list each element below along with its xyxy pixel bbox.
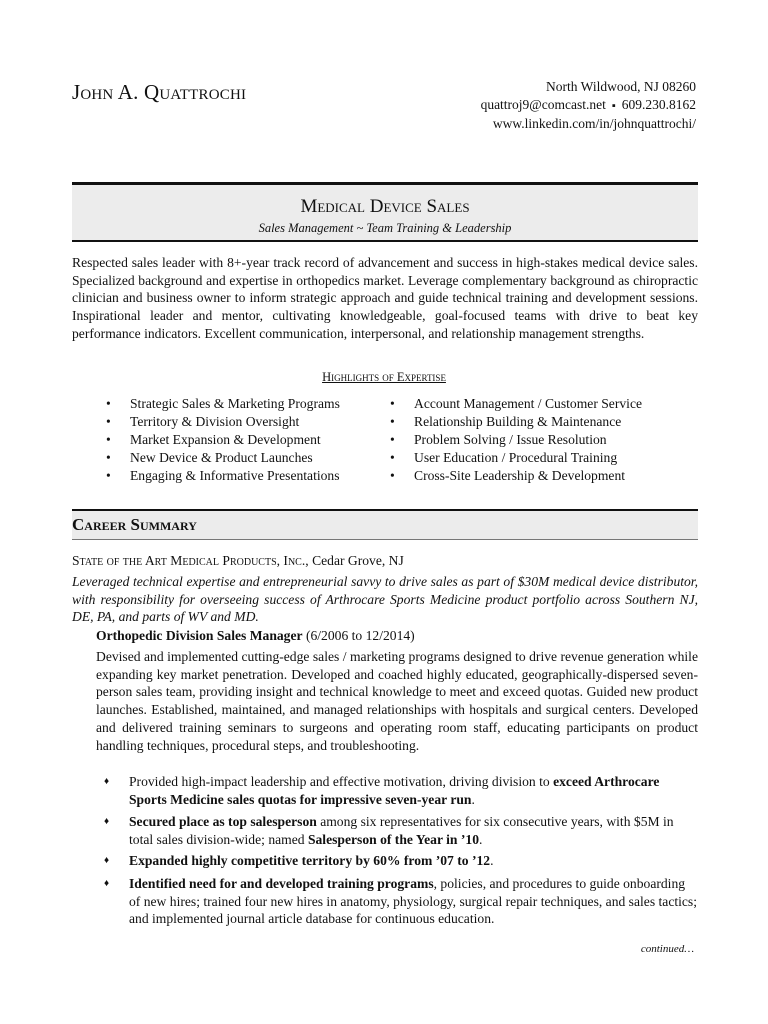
list-item: • User Education / Procedural Training [390, 450, 618, 465]
bullet-icon: • [390, 450, 395, 465]
location: North Wildwood, NJ 08260 [546, 79, 696, 94]
bullet-icon: • [106, 396, 111, 411]
highlights-right-list [390, 395, 642, 485]
company-line [72, 553, 404, 569]
list-item: • Account Management / Customer Service [390, 396, 643, 411]
subheadline: Sales Management ~ Team Training & Leadership [258, 221, 512, 235]
role-line [96, 628, 415, 644]
highlights-left-list [106, 395, 340, 485]
list-item: • Territory & Division Oversight [106, 414, 300, 429]
phone: 609.230.8162 [621, 96, 696, 112]
bullet-icon: • [106, 432, 111, 447]
diamond-bullet-icon: ♦ [104, 878, 110, 889]
role-dates: (6/2006 to 12/2014) [302, 628, 415, 643]
company-location: , Cedar Grove, NJ [305, 553, 404, 568]
career-section-title: Career Summary [72, 515, 197, 534]
list-item: • Relationship Building & Maintenance [390, 414, 622, 429]
diamond-bullet-icon: ♦ [104, 816, 110, 827]
candidate-name: John A. Quattrochi [72, 80, 247, 104]
diamond-bullet-icon: ♦ [104, 855, 110, 866]
bullet-icon: • [390, 468, 395, 483]
list-item: • Engaging & Informative Presentations [106, 468, 340, 483]
career-section-band [72, 509, 698, 540]
email-phone-line [481, 96, 696, 116]
diamond-bullet-icon: ♦ [104, 776, 110, 787]
highlights-title: Highlights of Expertise [322, 370, 446, 384]
continued-note: continued… [640, 943, 694, 955]
bullet-icon: • [106, 414, 111, 429]
list-item: • Market Expansion & Development [106, 432, 321, 447]
role-title: Orthopedic Division Sales Manager [96, 628, 303, 643]
list-item: • New Device & Product Launches [106, 450, 313, 465]
bullet-icon: • [390, 396, 395, 411]
bullet-icon: • [106, 450, 111, 465]
list-item: • Cross-Site Leadership & Development [390, 468, 626, 483]
email: quattroj9@comcast.net [480, 96, 606, 112]
bullet-icon: • [106, 468, 111, 483]
linkedin-url: www.linkedin.com/in/johnquattrochi/ [492, 116, 696, 131]
list-item: • Strategic Sales & Marketing Programs [106, 396, 340, 411]
company-name: State of the Art Medical Products, Inc. [72, 553, 306, 568]
list-item: • Problem Solving / Issue Resolution [390, 432, 607, 447]
title-band [72, 182, 698, 242]
bullet-icon: • [390, 414, 395, 429]
role-description: Devised and implemented cutting-edge sales / marketing programs designed to drive revenue generation while expanding key market penetration. Developed and coached highly educated, geographically-dispersed seven-person sales team, providing insight and technical knowledge to meet and exceed quotas. Guided new product launches. Established, maintained, and managed relationships with hospitals and surgical centers. Developed and delivered training seminars to surgeons and operating room staff, educating participants on product handling techniques, procedural steps, and troubleshooting. [96, 649, 698, 753]
company-description: Leveraged technical expertise and entrepreneurial savvy to drive sales as part of $30M medical device distributor, with responsibility for overseeing success of Arthrocare Sports Medicine product portfolio across Southern NJ, DE, PA, and parts of WV and MD. [72, 574, 698, 624]
headline: Medical Device Sales [300, 196, 470, 217]
bullet-icon: • [390, 432, 395, 447]
profile-summary: Respected sales leader with 8+-year track record of advancement and success in high-stakes medical device sales. Specialized background and expertise in orthopedics market. Leverage complementary background as chiropractic clinician and business owner to inform strategic approach and guide technical training and development sessions. Inspirational leader and mentor, cultivating knowledgeable, goal-focused teams with drive to beat key performance indicators. Excellent communication, interpersonal, and relationship management strengths. [72, 255, 698, 341]
contact-block [481, 78, 696, 133]
resume-page: John A. Quattrochi North Wildwood, NJ 08260 quattroj9@comcast.net ▪ 609.230.8162 www.linkedin.com/in/johnquattrochi/ Medical Device Sales Sales Management ~ Team Training & Leadership Respected sales leader with 8+-year track record of advancement and success in high-stakes medical device sales. Specialized background and expertise in orthopedics market. Leverage complementary background as chiropractic clinician and business owner to inform strategic approach and guide technical training and development sessions. Inspirational leader and mentor, cultivating knowledgeable, goal-focused teams with drive to beat key performance indicators. Excellent communication, interpersonal, and relationship management strengths. Highlights of Expertise • Strategic Sales & Marketing Programs • Territory & Division Oversight • Market Expansion & Development • New Device & Product Launches • Engaging & Informative Presentations • Account Management / Customer Service • Relationship Building & Maintenance • Problem Solving / Issue Resolution • User Education / Procedural Training • Cross-Site Leadership & Development Career Summary State of the Art Medical Products, Inc., Cedar Grove, NJ Leveraged technical expertise and entrepreneurial savvy to drive sales as part of $30M medical device distributor, with responsibility for overseeing success of Arthrocare Sports Medicine product portfolio across Southern NJ, DE, PA, and parts of WV and MD. Orthopedic Division Sales Manager (6/2006 to 12/2014) Devised and implemented cutting-edge sales / marketing programs designed to drive revenue generation while expanding key market penetration. Developed and coached highly educated, geographically-dispersed seven-person sales team, providing insight and technical knowledge to meet and exceed quotas. Guided new product launches. Established, maintained, and managed relationships with hospitals and surgical centers. Developed and delivered training seminars to surgeons and operating room staff, educating participants on product handling techniques, procedural steps, and troubleshooting. ♦ Provided high-impact leadership and effective motivation, driving division to exceed Arthrocare Sports Medicine sales quotas for impressive seven-year run. ♦ Secured place as top salesperson among six representatives for six consecutive years, with $5M in total sales division-wide; named Salesperson of the Year in ’10. ♦ Expanded highly competitive territory by 60% from ’07 to ’12. ♦ Identified need for and developed training programs, policies, and procedures to guide onboarding of new hires; trained four new hires in anatomy, physiology, surgical repair techniques, and sales tactics; and implemented journal article database for continuous education. continued… [0, 0, 768, 1024]
separator-icon: ▪ [611, 99, 616, 112]
